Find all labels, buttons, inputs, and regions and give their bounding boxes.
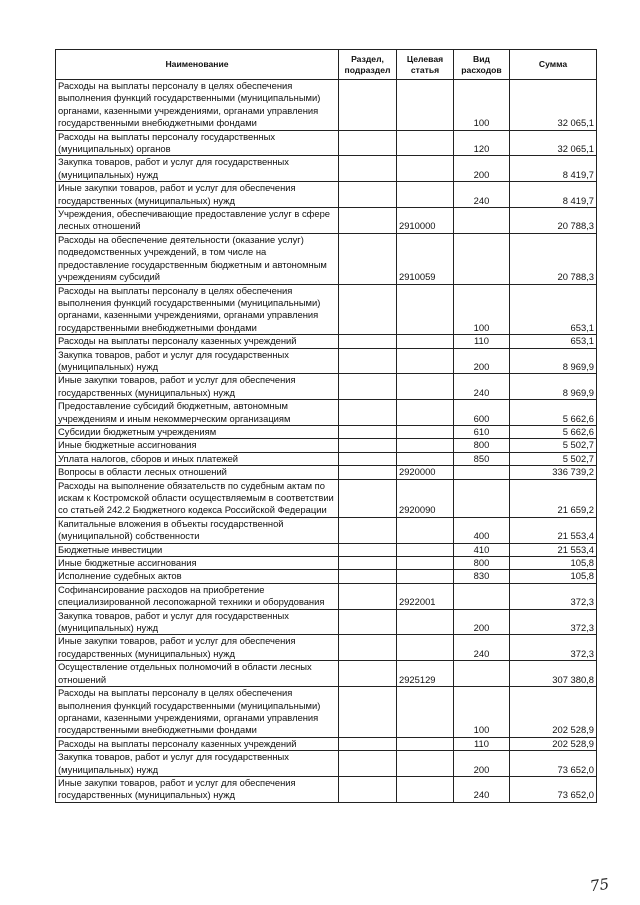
- cell-name: Закупка товаров, работ и услуг для государственных (муниципальных) нужд: [56, 156, 339, 182]
- cell-celevaya: [397, 425, 454, 438]
- cell-razdel: [339, 208, 397, 234]
- cell-razdel: [339, 635, 397, 661]
- header-vid: Вид расходов: [454, 50, 510, 80]
- cell-celevaya: [397, 439, 454, 452]
- cell-summa: 73 652,0: [510, 751, 597, 777]
- cell-celevaya: [397, 80, 454, 131]
- cell-razdel: [339, 557, 397, 570]
- cell-summa: 32 065,1: [510, 130, 597, 156]
- cell-vid: [454, 233, 510, 284]
- cell-celevaya: [397, 335, 454, 348]
- cell-razdel: [339, 687, 397, 738]
- cell-celevaya: [397, 543, 454, 556]
- cell-razdel: [339, 479, 397, 517]
- cell-summa: 5 662,6: [510, 425, 597, 438]
- cell-celevaya: 2910000: [397, 208, 454, 234]
- cell-summa: 105,8: [510, 557, 597, 570]
- cell-name: Расходы на выполнение обязательств по судебным актам по искам к Костромской области осуществляемым в соответствии со статьей 242.2 Бюджетного кодекса Российской Федерации: [56, 479, 339, 517]
- budget-table: [55, 49, 597, 803]
- table-row: [56, 233, 597, 284]
- cell-vid: 830: [454, 570, 510, 583]
- cell-celevaya: [397, 452, 454, 465]
- header-name: Наименование: [56, 50, 339, 80]
- cell-name: Иные бюджетные ассигнования: [56, 557, 339, 570]
- table-row: [56, 737, 597, 750]
- cell-razdel: [339, 284, 397, 335]
- cell-vid: 800: [454, 439, 510, 452]
- cell-vid: 110: [454, 335, 510, 348]
- cell-vid: [454, 479, 510, 517]
- cell-celevaya: [397, 776, 454, 802]
- cell-name: Уплата налогов, сборов и иных платежей: [56, 452, 339, 465]
- cell-name: Закупка товаров, работ и услуг для государственных (муниципальных) нужд: [56, 609, 339, 635]
- cell-celevaya: [397, 374, 454, 400]
- cell-razdel: [339, 348, 397, 374]
- cell-vid: 850: [454, 452, 510, 465]
- cell-name: Софинансирование расходов на приобретение специализированной лесопожарной техники и оборудования: [56, 583, 339, 609]
- table-header-row: [56, 50, 597, 80]
- cell-razdel: [339, 776, 397, 802]
- cell-vid: 610: [454, 425, 510, 438]
- cell-name: Вопросы в области лесных отношений: [56, 466, 339, 479]
- cell-summa: 307 380,8: [510, 661, 597, 687]
- cell-razdel: [339, 400, 397, 426]
- cell-razdel: [339, 130, 397, 156]
- page-number: 75: [588, 874, 611, 896]
- cell-summa: 8 419,7: [510, 182, 597, 208]
- cell-name: Предоставление субсидий бюджетным, автономным учреждениям и иным некоммерческим организациям: [56, 400, 339, 426]
- cell-summa: 202 528,9: [510, 687, 597, 738]
- cell-razdel: [339, 425, 397, 438]
- cell-razdel: [339, 609, 397, 635]
- cell-celevaya: [397, 737, 454, 750]
- cell-celevaya: [397, 609, 454, 635]
- cell-celevaya: 2920000: [397, 466, 454, 479]
- cell-name: Закупка товаров, работ и услуг для государственных (муниципальных) нужд: [56, 348, 339, 374]
- cell-name: Исполнение судебных актов: [56, 570, 339, 583]
- cell-vid: 800: [454, 557, 510, 570]
- cell-vid: 600: [454, 400, 510, 426]
- table-row: [56, 182, 597, 208]
- cell-celevaya: [397, 284, 454, 335]
- cell-summa: 8 969,9: [510, 374, 597, 400]
- cell-celevaya: 2920090: [397, 479, 454, 517]
- cell-name: Иные закупки товаров, работ и услуг для обеспечения государственных (муниципальных) нужд: [56, 776, 339, 802]
- cell-razdel: [339, 583, 397, 609]
- table-row: [56, 609, 597, 635]
- cell-summa: 5 662,6: [510, 400, 597, 426]
- cell-summa: 21 659,2: [510, 479, 597, 517]
- cell-summa: 20 788,3: [510, 208, 597, 234]
- table-row: [56, 452, 597, 465]
- table-row: [56, 208, 597, 234]
- table-row: [56, 130, 597, 156]
- cell-name: Бюджетные инвестиции: [56, 543, 339, 556]
- cell-summa: 21 553,4: [510, 543, 597, 556]
- table-row: [56, 543, 597, 556]
- cell-celevaya: [397, 517, 454, 543]
- cell-celevaya: [397, 557, 454, 570]
- cell-summa: 73 652,0: [510, 776, 597, 802]
- cell-celevaya: [397, 130, 454, 156]
- cell-summa: 5 502,7: [510, 452, 597, 465]
- cell-name: Субсидии бюджетным учреждениям: [56, 425, 339, 438]
- cell-vid: 410: [454, 543, 510, 556]
- cell-celevaya: 2922001: [397, 583, 454, 609]
- cell-celevaya: [397, 182, 454, 208]
- cell-vid: 240: [454, 776, 510, 802]
- cell-name: Иные закупки товаров, работ и услуг для обеспечения государственных (муниципальных) нужд: [56, 635, 339, 661]
- cell-razdel: [339, 335, 397, 348]
- table-row: [56, 479, 597, 517]
- cell-summa: 105,8: [510, 570, 597, 583]
- cell-summa: 8 969,9: [510, 348, 597, 374]
- cell-vid: 120: [454, 130, 510, 156]
- cell-razdel: [339, 751, 397, 777]
- table-row: [56, 284, 597, 335]
- cell-name: Иные бюджетные ассигнования: [56, 439, 339, 452]
- cell-celevaya: [397, 687, 454, 738]
- cell-razdel: [339, 543, 397, 556]
- cell-vid: 240: [454, 182, 510, 208]
- table-row: [56, 557, 597, 570]
- cell-vid: 200: [454, 156, 510, 182]
- cell-vid: [454, 208, 510, 234]
- cell-name: Иные закупки товаров, работ и услуг для обеспечения государственных (муниципальных) нужд: [56, 182, 339, 208]
- cell-vid: 100: [454, 687, 510, 738]
- cell-celevaya: [397, 570, 454, 583]
- table-row: [56, 156, 597, 182]
- cell-vid: 110: [454, 737, 510, 750]
- cell-summa: 202 528,9: [510, 737, 597, 750]
- header-summa: Сумма: [510, 50, 597, 80]
- cell-summa: 372,3: [510, 635, 597, 661]
- table-row: [56, 374, 597, 400]
- table-body: [56, 80, 597, 803]
- cell-summa: 653,1: [510, 284, 597, 335]
- table-row: [56, 425, 597, 438]
- cell-celevaya: [397, 751, 454, 777]
- cell-vid: 240: [454, 635, 510, 661]
- cell-summa: 8 419,7: [510, 156, 597, 182]
- table-row: [56, 583, 597, 609]
- table-row: [56, 635, 597, 661]
- cell-summa: 336 739,2: [510, 466, 597, 479]
- cell-summa: 5 502,7: [510, 439, 597, 452]
- cell-razdel: [339, 233, 397, 284]
- cell-name: Расходы на выплаты персоналу в целях обеспечения выполнения функций государственными (муниципальными) органами, казенными учреждениями, органами управления государственными внебюджетными фондами: [56, 80, 339, 131]
- table-row: [56, 400, 597, 426]
- cell-name: Расходы на обеспечение деятельности (оказание услуг) подведомственных учреждений, в том числе на предоставление государственным бюджетным и автономным учреждениям субсидий: [56, 233, 339, 284]
- cell-razdel: [339, 374, 397, 400]
- cell-razdel: [339, 156, 397, 182]
- cell-summa: 653,1: [510, 335, 597, 348]
- cell-celevaya: 2910059: [397, 233, 454, 284]
- cell-name: Расходы на выплаты персоналу казенных учреждений: [56, 335, 339, 348]
- table-row: [56, 517, 597, 543]
- cell-razdel: [339, 661, 397, 687]
- cell-summa: 21 553,4: [510, 517, 597, 543]
- header-razdel: Раздел, подраздел: [339, 50, 397, 80]
- cell-razdel: [339, 517, 397, 543]
- cell-vid: [454, 661, 510, 687]
- cell-vid: [454, 583, 510, 609]
- cell-celevaya: [397, 635, 454, 661]
- table-row: [56, 776, 597, 802]
- table-row: [56, 466, 597, 479]
- cell-name: Закупка товаров, работ и услуг для государственных (муниципальных) нужд: [56, 751, 339, 777]
- cell-vid: 100: [454, 80, 510, 131]
- cell-vid: 400: [454, 517, 510, 543]
- cell-summa: 372,3: [510, 583, 597, 609]
- cell-vid: 200: [454, 751, 510, 777]
- cell-name: Расходы на выплаты персоналу государственных (муниципальных) органов: [56, 130, 339, 156]
- cell-razdel: [339, 439, 397, 452]
- cell-razdel: [339, 80, 397, 131]
- table-row: [56, 687, 597, 738]
- table-row: [56, 80, 597, 131]
- table-row: [56, 439, 597, 452]
- cell-name: Расходы на выплаты персоналу в целях обеспечения выполнения функций государственными (муниципальными) органами, казенными учреждениями, органами управления государственными внебюджетными фондами: [56, 687, 339, 738]
- table-row: [56, 661, 597, 687]
- cell-name: Капитальные вложения в объекты государственной (муниципальной) собственности: [56, 517, 339, 543]
- table-row: [56, 751, 597, 777]
- cell-razdel: [339, 466, 397, 479]
- table-row: [56, 335, 597, 348]
- cell-razdel: [339, 182, 397, 208]
- cell-summa: 20 788,3: [510, 233, 597, 284]
- cell-celevaya: [397, 400, 454, 426]
- cell-name: Осуществление отдельных полномочий в области лесных отношений: [56, 661, 339, 687]
- cell-celevaya: 2925129: [397, 661, 454, 687]
- table-row: [56, 348, 597, 374]
- cell-vid: 200: [454, 348, 510, 374]
- cell-vid: [454, 466, 510, 479]
- cell-vid: 240: [454, 374, 510, 400]
- cell-vid: 200: [454, 609, 510, 635]
- cell-razdel: [339, 570, 397, 583]
- cell-vid: 100: [454, 284, 510, 335]
- cell-name: Расходы на выплаты персоналу казенных учреждений: [56, 737, 339, 750]
- cell-summa: 372,3: [510, 609, 597, 635]
- cell-name: Учреждения, обеспечивающие предоставление услуг в сфере лесных отношений: [56, 208, 339, 234]
- cell-summa: 32 065,1: [510, 80, 597, 131]
- cell-celevaya: [397, 348, 454, 374]
- cell-razdel: [339, 452, 397, 465]
- table-row: [56, 570, 597, 583]
- cell-name: Иные закупки товаров, работ и услуг для обеспечения государственных (муниципальных) нужд: [56, 374, 339, 400]
- cell-razdel: [339, 737, 397, 750]
- cell-name: Расходы на выплаты персоналу в целях обеспечения выполнения функций государственными (муниципальными) органами, казенными учреждениями, органами управления государственными внебюджетными фондами: [56, 284, 339, 335]
- header-celevaya: Целевая статья: [397, 50, 454, 80]
- cell-celevaya: [397, 156, 454, 182]
